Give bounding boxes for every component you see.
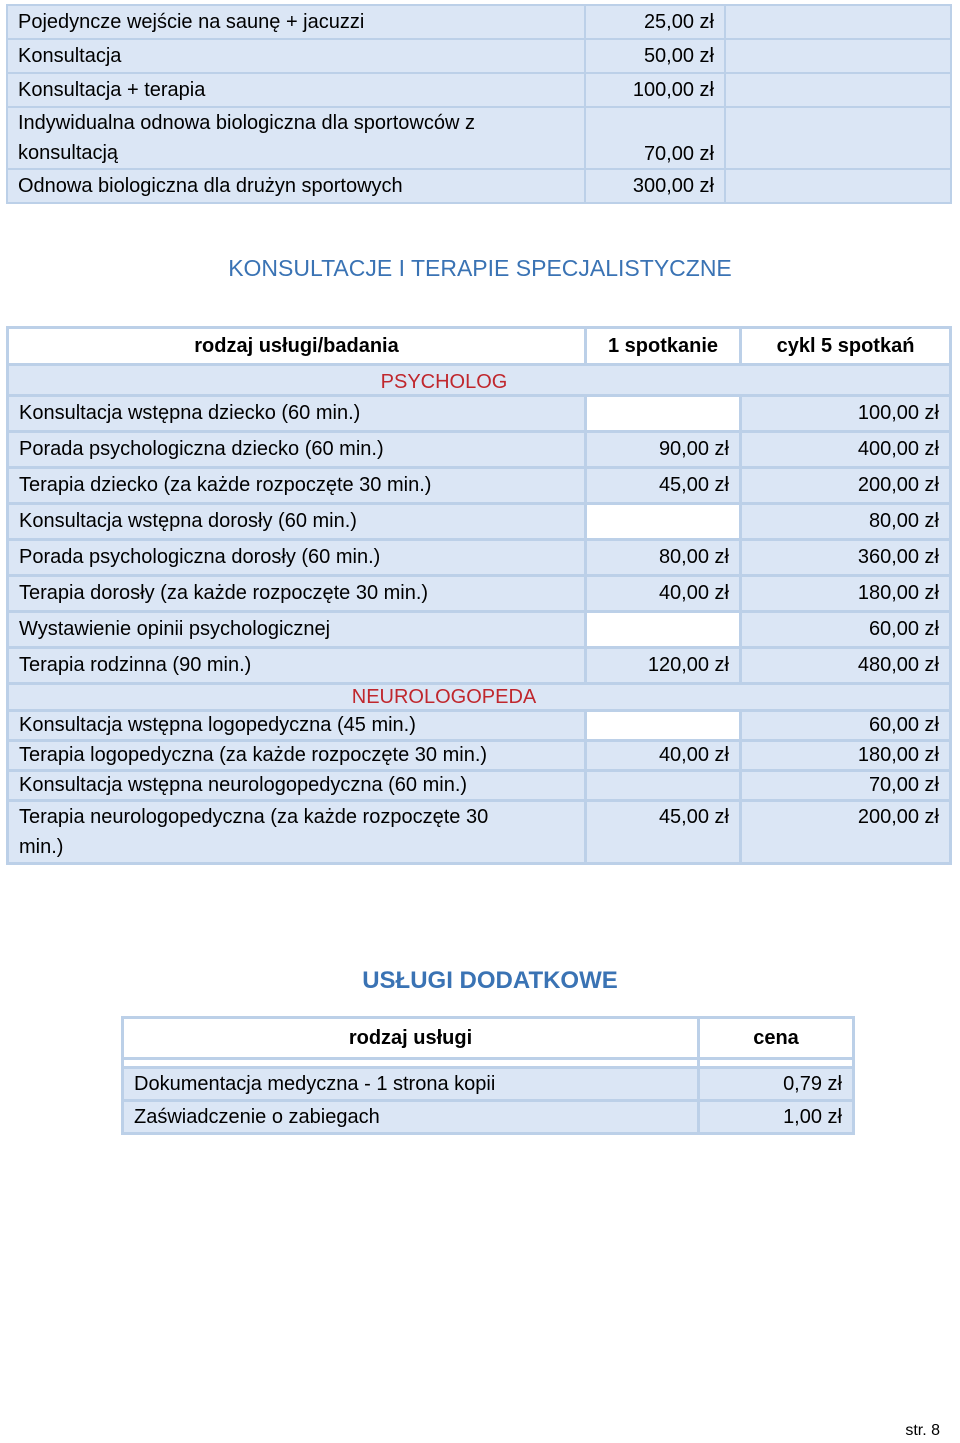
single-price-cell bbox=[586, 396, 741, 432]
table-row bbox=[8, 711, 951, 741]
service-cell: Konsultacja wstępna logopedyczna (45 min.) bbox=[8, 711, 586, 741]
spacer-row bbox=[123, 1059, 854, 1068]
header-service: rodzaj usługi/badania bbox=[8, 328, 586, 365]
single-price-cell: 120,00 zł bbox=[586, 648, 741, 684]
table-row bbox=[7, 73, 951, 107]
cycle-price-cell: 180,00 zł bbox=[741, 576, 951, 612]
single-price-cell: 80,00 zł bbox=[586, 540, 741, 576]
empty-cell bbox=[725, 169, 951, 203]
service-cell: Terapia rodzinna (90 min.) bbox=[8, 648, 586, 684]
single-price-cell: 40,00 zł bbox=[586, 576, 741, 612]
table-header-row bbox=[123, 1018, 854, 1059]
specialist-price-table bbox=[6, 326, 952, 865]
cycle-price-cell: 480,00 zł bbox=[741, 648, 951, 684]
single-price-cell bbox=[586, 612, 741, 648]
price-cell: 300,00 zł bbox=[585, 169, 725, 203]
table-row bbox=[8, 396, 951, 432]
section-row-neurologopeda bbox=[8, 684, 951, 711]
service-cell: Pojedyncze wejście na saunę + jacuzzi bbox=[7, 5, 585, 39]
price-cell: 100,00 zł bbox=[585, 73, 725, 107]
table-row bbox=[8, 504, 951, 540]
single-price-cell: 45,00 zł bbox=[586, 801, 741, 864]
single-price-cell bbox=[586, 711, 741, 741]
cycle-price-cell: 100,00 zł bbox=[741, 396, 951, 432]
table-row bbox=[8, 540, 951, 576]
service-cell: Terapia neurologopedyczna (za każde rozpoczęte 30 min.) bbox=[8, 801, 586, 864]
service-cell: Zaświadczenie o zabiegach bbox=[123, 1101, 699, 1134]
cycle-price-cell: 180,00 zł bbox=[741, 741, 951, 771]
table-row bbox=[7, 169, 951, 203]
header-price: cena bbox=[699, 1018, 854, 1059]
empty-cell bbox=[725, 5, 951, 39]
service-cell: Porada psychologiczna dorosły (60 min.) bbox=[8, 540, 586, 576]
table-row bbox=[8, 648, 951, 684]
empty-cell bbox=[725, 107, 951, 169]
service-cell: Konsultacja wstępna dorosły (60 min.) bbox=[8, 504, 586, 540]
price-cell: 50,00 zł bbox=[585, 39, 725, 73]
section-title-additional: USŁUGI DODATKOWE bbox=[362, 967, 618, 994]
section-label-neurologopeda: NEUROLOGOPEDA bbox=[351, 686, 537, 708]
table-row bbox=[7, 39, 951, 73]
table-row bbox=[8, 741, 951, 771]
single-price-cell: 45,00 zł bbox=[586, 468, 741, 504]
single-price-cell bbox=[586, 504, 741, 540]
header-single: 1 spotkanie bbox=[586, 328, 741, 365]
cycle-price-cell: 60,00 zł bbox=[741, 612, 951, 648]
sauna-price-table bbox=[6, 4, 952, 204]
service-cell: Porada psychologiczna dziecko (60 min.) bbox=[8, 432, 586, 468]
cycle-price-cell: 80,00 zł bbox=[741, 504, 951, 540]
table-row bbox=[8, 612, 951, 648]
service-cell: Terapia dziecko (za każde rozpoczęte 30 min.) bbox=[8, 468, 586, 504]
empty-cell bbox=[725, 73, 951, 107]
price-cell: 70,00 zł bbox=[585, 107, 725, 169]
service-cell: Terapia dorosły (za każde rozpoczęte 30 min.) bbox=[8, 576, 586, 612]
table-row bbox=[8, 432, 951, 468]
service-cell: Odnowa biologiczna dla drużyn sportowych bbox=[7, 169, 585, 203]
table-row bbox=[7, 5, 951, 39]
cycle-price-cell: 60,00 zł bbox=[741, 711, 951, 741]
cycle-price-cell: 70,00 zł bbox=[741, 771, 951, 801]
service-cell: Wystawienie opinii psychologicznej bbox=[8, 612, 586, 648]
section-title-specialist: KONSULTACJE I TERAPIE SPECJALISTYCZNE bbox=[228, 255, 732, 281]
single-price-cell: 90,00 zł bbox=[586, 432, 741, 468]
table-row bbox=[8, 576, 951, 612]
cycle-price-cell: 360,00 zł bbox=[741, 540, 951, 576]
table-row bbox=[8, 801, 951, 864]
service-cell: Konsultacja bbox=[7, 39, 585, 73]
table-header-row bbox=[8, 328, 951, 365]
service-cell: Terapia logopedyczna (za każde rozpoczęte 30 min.) bbox=[8, 741, 586, 771]
table-row bbox=[8, 771, 951, 801]
section-label-psycholog: PSYCHOLOG bbox=[380, 371, 508, 393]
table-row bbox=[123, 1101, 854, 1134]
price-cell: 0,79 zł bbox=[699, 1068, 854, 1101]
price-cell: 25,00 zł bbox=[585, 5, 725, 39]
single-price-cell: 40,00 zł bbox=[586, 741, 741, 771]
cycle-price-cell: 400,00 zł bbox=[741, 432, 951, 468]
price-cell: 1,00 zł bbox=[699, 1101, 854, 1134]
table-row bbox=[7, 107, 951, 169]
service-cell: Indywidualna odnowa biologiczna dla sportowców z konsultacją bbox=[7, 107, 585, 169]
table-row bbox=[123, 1068, 854, 1101]
header-service: rodzaj usługi bbox=[123, 1018, 699, 1059]
header-cycle: cykl 5 spotkań bbox=[741, 328, 951, 365]
empty-cell bbox=[725, 39, 951, 73]
table-row bbox=[8, 468, 951, 504]
single-price-cell bbox=[586, 771, 741, 801]
cycle-price-cell: 200,00 zł bbox=[741, 801, 951, 864]
service-cell: Dokumentacja medyczna - 1 strona kopii bbox=[123, 1068, 699, 1101]
service-cell: Konsultacja wstępna dziecko (60 min.) bbox=[8, 396, 586, 432]
service-cell: Konsultacja + terapia bbox=[7, 73, 585, 107]
cycle-price-cell: 200,00 zł bbox=[741, 468, 951, 504]
page-number: str. 8 bbox=[905, 1422, 940, 1439]
additional-services-table bbox=[121, 1016, 855, 1135]
service-cell: Konsultacja wstępna neurologopedyczna (60 min.) bbox=[8, 771, 586, 801]
section-row-psycholog bbox=[8, 365, 951, 396]
